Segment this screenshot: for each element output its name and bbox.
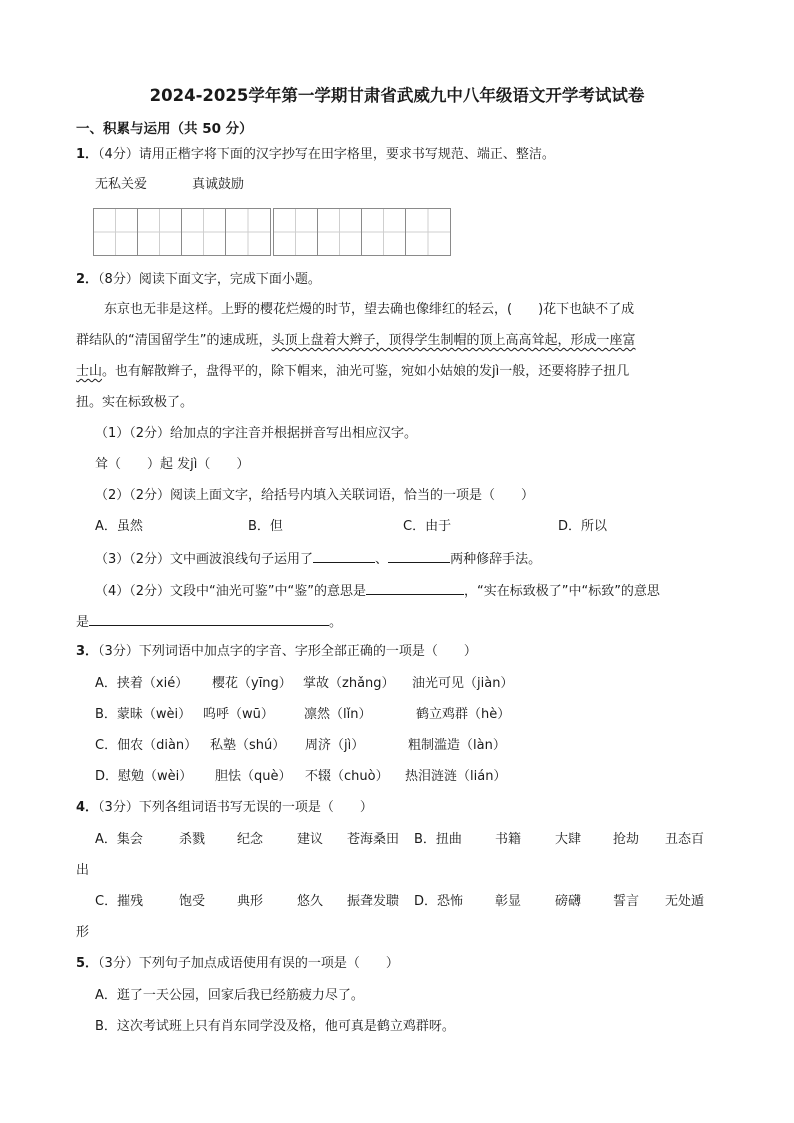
question-text: （4分）请用正楷字将下面的汉字抄写在田字格里，要求书写规范、端正、整洁。 <box>98 147 555 162</box>
option-term: 书籍 <box>495 832 522 847</box>
option-term: 建议 <box>297 832 324 847</box>
option-term: C．摧残 <box>95 894 144 909</box>
wavy-underlined-sentence: 士山 <box>76 364 103 379</box>
option-term: 呜呼（wū） <box>203 707 274 722</box>
option-term: 掌故（zhǎng） <box>303 676 395 691</box>
option-term: 抢劫 <box>613 832 640 847</box>
section-heading: 一、积累与运用（共 50 分） <box>76 121 253 137</box>
passage-line <box>76 331 636 351</box>
option-term: 杀戮 <box>179 832 206 847</box>
option-b[interactable]: B．但 <box>248 519 283 534</box>
option-term: B．扭曲 <box>414 832 462 847</box>
option-term: 典形 <box>237 894 264 909</box>
option-term: 无处遁 <box>665 894 705 909</box>
option-term: 胆怯（què） <box>215 769 292 784</box>
subquestion-4 <box>95 580 660 602</box>
copy-word: 真诚鼓励 <box>192 177 245 192</box>
option-a[interactable]: A．逛了一天公园，回家后我已经筋疲力尽了。 <box>95 988 364 1003</box>
question-5 <box>76 954 399 974</box>
question-number: 5． <box>76 956 99 971</box>
grid-cell[interactable] <box>182 209 226 255</box>
subquestion-text: 、 <box>375 552 389 567</box>
passage-line: 东京也无非是这样。上野的樱花烂熳的时节，望去确也像绯红的轻云，( )花下也缺不了成 <box>104 302 635 317</box>
subquestion-text: ，“实在标致极了”中“标致”的意思 <box>463 584 660 599</box>
question-2 <box>76 270 321 290</box>
question-1 <box>76 145 555 165</box>
subquestion-1-items: 耸（ ）起 发jì（ ） <box>95 457 250 472</box>
subquestion-text: （3）（2分）文中画波浪线句子运用了 <box>95 552 314 567</box>
question-number: 4． <box>76 800 99 815</box>
q4-option-row-cont: 形 <box>76 925 90 940</box>
grid-cell[interactable] <box>94 209 138 255</box>
question-number: 3． <box>76 644 99 659</box>
option-term: B．蒙昧（wèi） <box>95 707 192 722</box>
option-term: D．恐怖 <box>414 894 464 909</box>
subquestion-1: （1）（2分）给加点的字注音并根据拼音写出相应汉字。 <box>95 426 418 441</box>
passage-line <box>76 362 629 382</box>
writing-grid[interactable] <box>93 208 271 256</box>
option-term: 不辍（chuò） <box>305 769 389 784</box>
option-term: 悠久 <box>297 894 324 909</box>
grid-cell[interactable] <box>406 209 450 255</box>
subquestion-text: 。 <box>329 615 343 630</box>
answer-blank[interactable] <box>366 580 464 595</box>
subquestion-4-cont <box>76 611 342 633</box>
answer-blank[interactable] <box>388 548 450 563</box>
option-term: 鹤立鸡群（hè） <box>416 707 511 722</box>
option-term: 凛然（lǐn） <box>304 707 372 722</box>
option-term: 樱花（yīng） <box>212 676 292 691</box>
option-term: C．佃农（diàn） <box>95 738 198 753</box>
passage-text: 。也有解散辫子，盘得平的，除下帽来，油光可鉴，宛如小姑娘的发jì一般，还要将脖子扭几 <box>102 364 630 379</box>
page-title: 2024-2025学年第一学期甘肃省武威九中八年级语文开学考试试卷 <box>149 86 645 105</box>
question-text: （3分）下列各组词语书写无误的一项是（ ） <box>98 800 373 815</box>
grid-cell[interactable] <box>274 209 318 255</box>
passage-text: 群结队的“清国留学生”的速成班， <box>76 333 272 348</box>
option-term: 丑态百 <box>665 832 705 847</box>
question-number: 1． <box>76 147 99 162</box>
option-term: A．挟着（xié） <box>95 676 189 691</box>
option-term: 油光可见（jiàn） <box>412 676 514 691</box>
option-term: 热泪涟涟（lián） <box>405 769 507 784</box>
option-term: D．慰勉（wèi） <box>95 769 193 784</box>
question-4 <box>76 798 373 818</box>
option-term: 磅礴 <box>555 894 582 909</box>
question-text: （8分）阅读下面文字，完成下面小题。 <box>98 272 321 287</box>
answer-blank[interactable] <box>89 611 329 626</box>
option-d[interactable]: D．所以 <box>558 519 608 534</box>
wavy-underlined-sentence: 头顶上盘着大辫子，顶得学生制帽的顶上高高耸起，形成一座富 <box>271 333 636 348</box>
option-a[interactable]: A．虽然 <box>95 519 143 534</box>
grid-cell[interactable] <box>362 209 406 255</box>
subquestion-2: （2）（2分）阅读上面文字，给括号内填入关联词语，恰当的一项是（ ） <box>95 488 535 503</box>
option-term: 饱受 <box>179 894 206 909</box>
question-text: （3分）下列词语中加点字的字音、字形全部正确的一项是（ ） <box>98 644 477 659</box>
option-term: 周济（jì） <box>305 738 365 753</box>
question-3 <box>76 642 477 662</box>
passage-line: 扭。实在标致极了。 <box>76 395 194 410</box>
subquestion-text: 是 <box>76 615 90 630</box>
question-number: 2． <box>76 272 99 287</box>
option-term: 誓言 <box>613 894 640 909</box>
subquestion-text: 两种修辞手法。 <box>450 552 542 567</box>
option-term: A．集会 <box>95 832 143 847</box>
option-term: 大肆 <box>555 832 582 847</box>
option-term: 纪念 <box>237 832 264 847</box>
subquestion-text: （4）（2分）文段中“油光可鉴”中“鉴”的意思是 <box>95 584 366 599</box>
option-c[interactable]: C．由于 <box>403 519 452 534</box>
answer-blank[interactable] <box>313 548 375 563</box>
option-term: 粗制滥造（làn） <box>408 738 506 753</box>
question-text: （3分）下列句子加点成语使用有误的一项是（ ） <box>98 956 399 971</box>
grid-cell[interactable] <box>318 209 362 255</box>
copy-word: 无私关爱 <box>95 177 148 192</box>
subquestion-3 <box>95 548 541 570</box>
grid-cell[interactable] <box>138 209 182 255</box>
option-b[interactable]: B．这次考试班上只有肖东同学没及格，他可真是鹤立鸡群呀。 <box>95 1019 455 1034</box>
option-term: 彰显 <box>495 894 522 909</box>
grid-cell[interactable] <box>226 209 270 255</box>
option-term: 苍海桑田 <box>347 832 400 847</box>
q4-option-row-cont: 出 <box>76 863 90 878</box>
option-term: 私塾（shú） <box>210 738 286 753</box>
option-term: 振聋发聩 <box>347 894 400 909</box>
writing-grid[interactable] <box>273 208 451 256</box>
